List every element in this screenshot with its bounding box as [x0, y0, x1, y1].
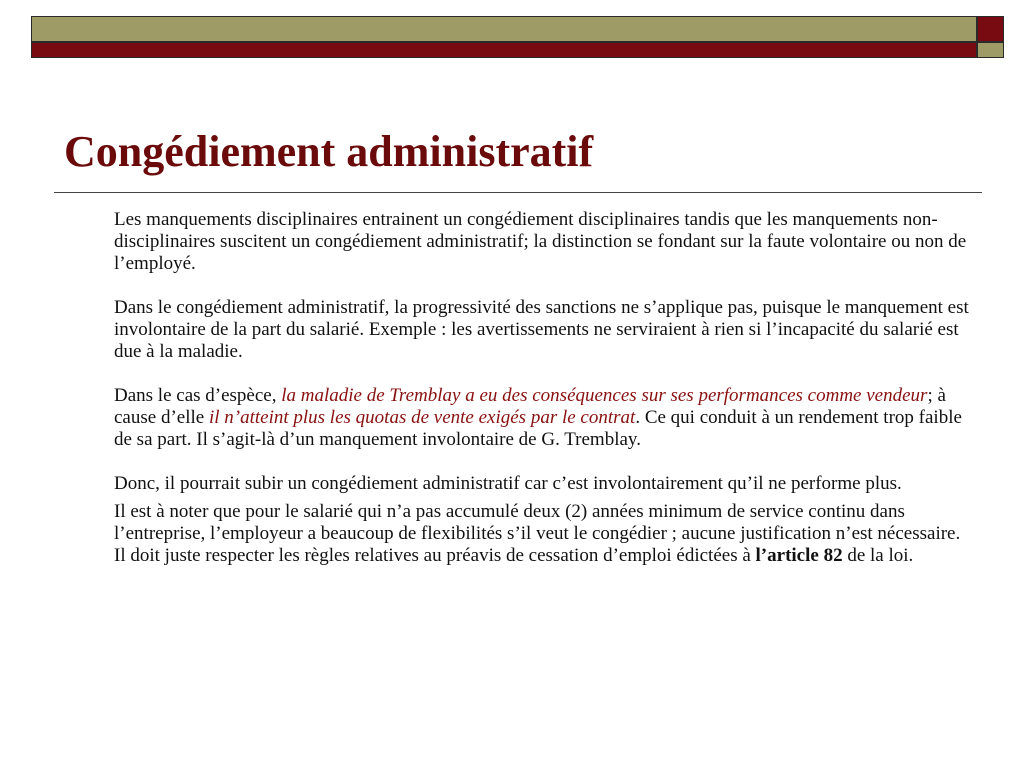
header-corner-red-block — [977, 16, 1004, 42]
paragraph-5-lead: Il est à noter que pour le salarié qui n’a pas accumulé deux (2) années minimum de service continu dans l’entreprise, l’employeur a beaucoup de flexibilités s’il veut le congédier ; aucune justification n’est nécessaire. Il doit juste respecter les règles relatives au préavis de cessation d’emploi édictées à — [114, 501, 961, 566]
header-corner-olive-block — [977, 42, 1004, 58]
paragraph-3-mid: ; à cause d’elle — [114, 385, 946, 428]
paragraph-3-emphasis-2: il n’atteint plus les quotas de vente exigés par le contrat — [208, 407, 636, 428]
paragraph-3 — [114, 385, 970, 451]
header-band-olive — [31, 16, 977, 42]
paragraph-5 — [114, 501, 970, 567]
paragraph-3-lead: Dans le cas d’espèce, — [114, 385, 282, 406]
paragraph-3-emphasis-1: la maladie de Tremblay a eu des conséquences sur ses performances comme vendeur — [281, 385, 928, 406]
paragraph-2: Dans le congédiement administratif, la progressivité des sanctions ne s’applique pas, puisque le manquement est involontaire de la part du salarié. Exemple : les avertissements ne serviraient à rien si l’incapacité du salarié est due à la maladie. — [114, 297, 969, 362]
paragraph-5-tail: de la loi. — [842, 545, 914, 566]
paragraph-3-tail: . Ce qui conduit à un rendement trop faible de sa part. Il s’agit-là d’un manquement involontaire de G. Tremblay. — [114, 407, 962, 450]
paragraph-4: Donc, il pourrait subir un congédiement administratif car c’est involontairement qu’il ne performe plus. — [114, 473, 902, 494]
title-divider — [54, 192, 982, 193]
header-band-red — [31, 42, 977, 58]
paragraph-5-article-reference: l’article 82 — [755, 545, 843, 566]
paragraph-1: Les manquements disciplinaires entrainent un congédiement disciplinaires tandis que les manquements non-disciplinaires suscitent un congédiement administratif; la distinction se fondant sur la faute volontaire ou non de l’employé. — [114, 209, 967, 274]
slide-body — [114, 209, 970, 567]
slide-title: Congédiement administratif — [64, 127, 594, 176]
